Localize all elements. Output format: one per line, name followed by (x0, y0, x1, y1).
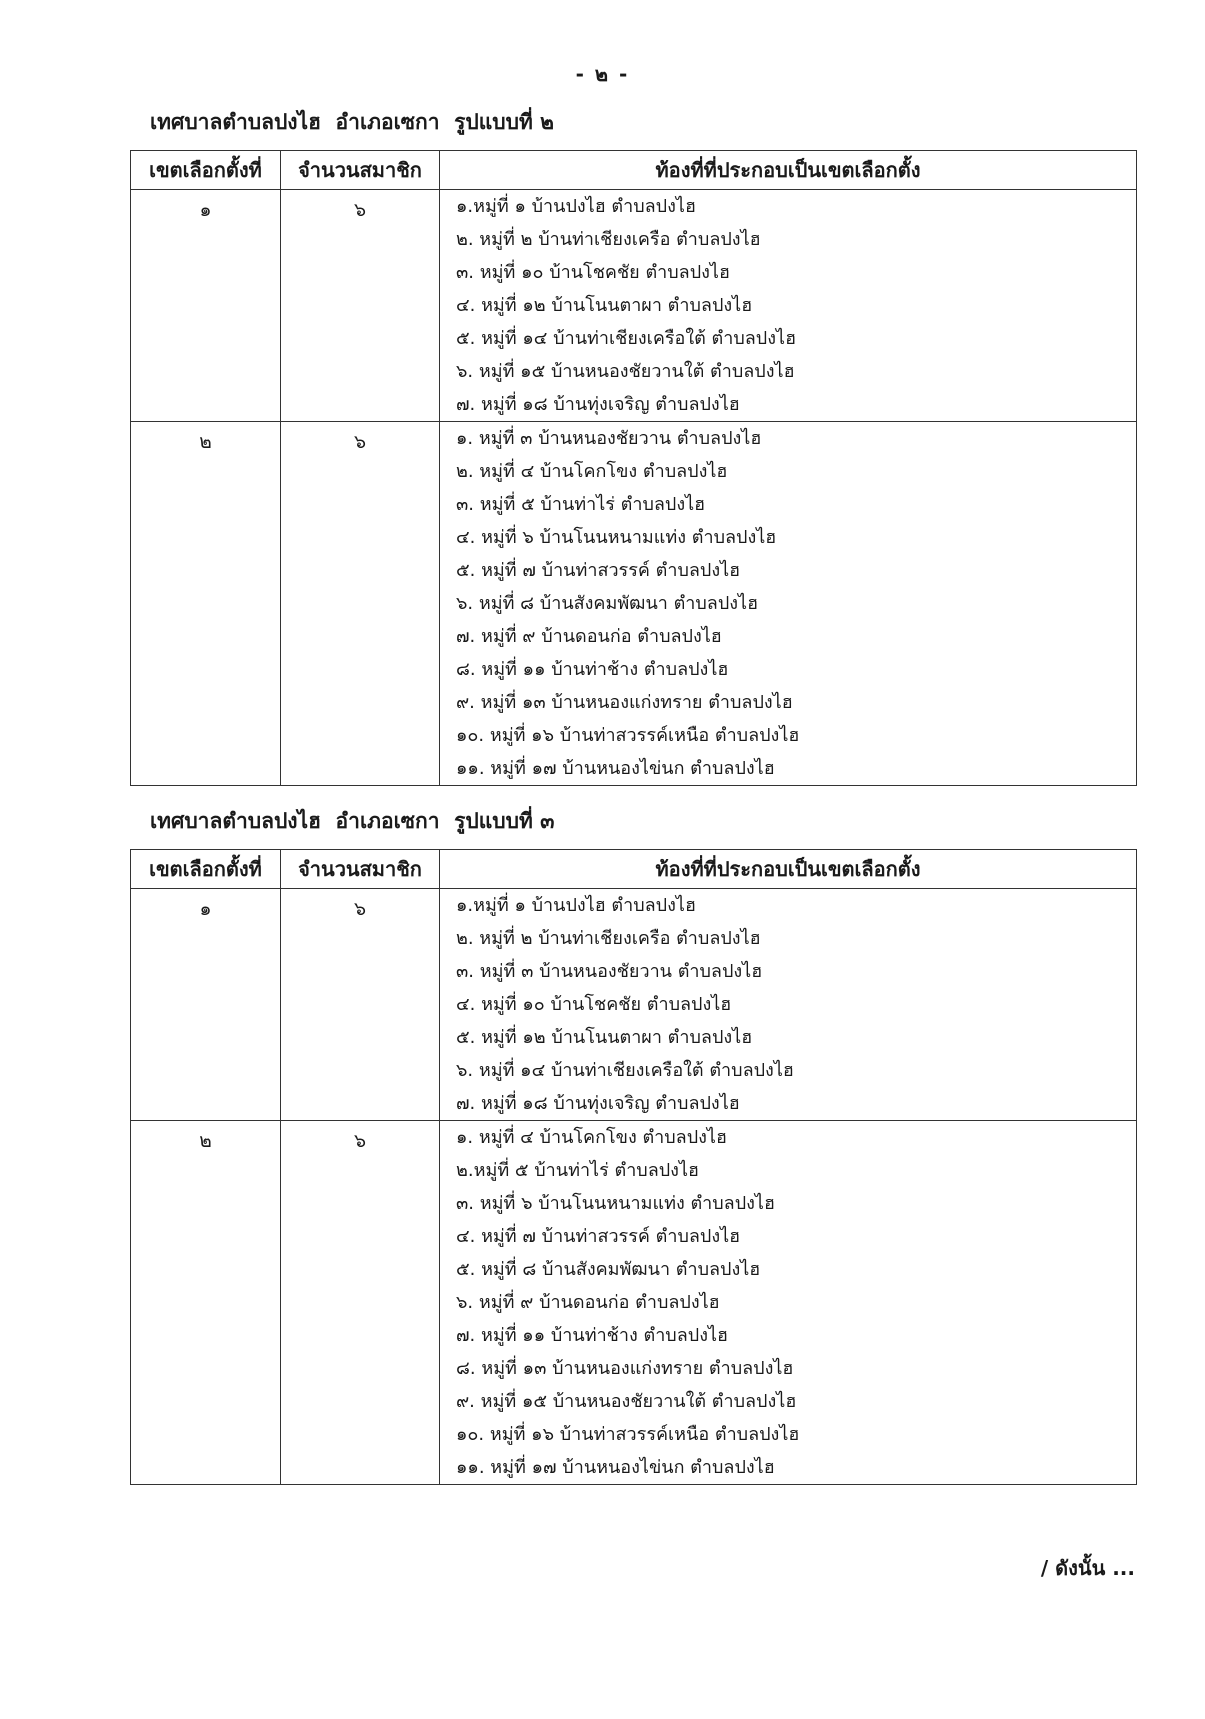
area-item: ๗. หมู่ที่ ๑๑ บ้านท่าช้าง ตำบลปงไฮ (456, 1325, 729, 1346)
area-item: ๒.หมู่ที่ ๕ บ้านท่าไร่ ตำบลปงไฮ (456, 1160, 700, 1181)
district-number: ๒ (131, 1121, 281, 1485)
header-district: เขตเลือกตั้งที่ (131, 850, 281, 889)
district-number: ๑ (131, 190, 281, 422)
area-item: ๑. หมู่ที่ ๓ บ้านหนองชัยวาน ตำบลปงไฮ (456, 428, 762, 449)
area-item: ๑.หมู่ที่ ๑ บ้านปงไฮ ตำบลปงไฮ (456, 895, 696, 916)
table-row (131, 1121, 1137, 1485)
area-item: ๑๑. หมู่ที่ ๑๗ บ้านหนองไข่นก ตำบลปงไฮ (456, 1457, 775, 1478)
area-item: ๙. หมู่ที่ ๑๕ บ้านหนองชัยวานใต้ ตำบลปงไฮ (456, 1391, 797, 1412)
area-item: ๓. หมู่ที่ ๖ บ้านโนนหนามแท่ง ตำบลปงไฮ (456, 1193, 775, 1214)
area-item: ๗. หมู่ที่ ๑๘ บ้านทุ่งเจริญ ตำบลปงไฮ (456, 1093, 740, 1114)
page-number: - ๒ - (575, 62, 630, 86)
area-item: ๖. หมู่ที่ ๑๕ บ้านหนองชัยวานใต้ ตำบลปงไฮ (456, 361, 795, 382)
section-title-format-2: เทศบาลตำบลปงไฮ อำเภอเซกา รูปแบบที่ ๒ (150, 110, 554, 134)
table-header-row (131, 151, 1137, 190)
area-item: ๘. หมู่ที่ ๑๑ บ้านท่าช้าง ตำบลปงไฮ (456, 659, 729, 680)
district-number: ๒ (131, 422, 281, 786)
area-item: ๔. หมู่ที่ ๑๒ บ้านโนนตาผา ตำบลปงไฮ (456, 295, 753, 316)
area-list (440, 889, 1137, 1121)
area-item: ๔. หมู่ที่ ๗ บ้านท่าสวรรค์ ตำบลปงไฮ (456, 1226, 741, 1247)
area-item: ๙. หมู่ที่ ๑๓ บ้านหนองแก่งทราย ตำบลปงไฮ (456, 692, 793, 713)
area-item: ๕. หมู่ที่ ๑๒ บ้านโนนตาผา ตำบลปงไฮ (456, 1027, 753, 1048)
district-number: ๑ (131, 889, 281, 1121)
area-item: ๒. หมู่ที่ ๒ บ้านท่าเชียงเครือ ตำบลปงไฮ (456, 928, 761, 949)
section-title-format-3: เทศบาลตำบลปงไฮ อำเภอเซกา รูปแบบที่ ๓ (150, 809, 555, 833)
area-item: ๒. หมู่ที่ ๔ บ้านโคกโขง ตำบลปงไฮ (456, 461, 728, 482)
area-item: ๘. หมู่ที่ ๑๓ บ้านหนองแก่งทราย ตำบลปงไฮ (456, 1358, 794, 1379)
table-header-row (131, 850, 1137, 889)
member-count: ๖ (281, 422, 440, 786)
header-areas: ท้องที่ที่ประกอบเป็นเขตเลือกตั้ง (440, 850, 1137, 889)
area-item: ๗. หมู่ที่ ๙ บ้านดอนก่อ ตำบลปงไฮ (456, 626, 722, 647)
area-item: ๓. หมู่ที่ ๑๐ บ้านโชคชัย ตำบลปงไฮ (456, 262, 730, 283)
area-item: ๕. หมู่ที่ ๑๔ บ้านท่าเชียงเครือใต้ ตำบลปงไฮ (456, 328, 797, 349)
header-members: จำนวนสมาชิก (281, 151, 440, 190)
continuation-note: / ดังนั้น ... (1040, 1556, 1135, 1580)
member-count: ๖ (281, 889, 440, 1121)
election-table-format-2 (130, 150, 1137, 786)
area-item: ๑๐. หมู่ที่ ๑๖ บ้านท่าสวรรค์เหนือ ตำบลปงไฮ (456, 1424, 800, 1445)
area-item: ๕. หมู่ที่ ๘ บ้านสังคมพัฒนา ตำบลปงไฮ (456, 1259, 761, 1280)
area-item: ๓. หมู่ที่ ๕ บ้านท่าไร่ ตำบลปงไฮ (456, 494, 706, 515)
area-item: ๑๐. หมู่ที่ ๑๖ บ้านท่าสวรรค์เหนือ ตำบลปงไฮ (456, 725, 800, 746)
area-item: ๔. หมู่ที่ ๖ บ้านโนนหนามแท่ง ตำบลปงไฮ (456, 527, 777, 548)
member-count: ๖ (281, 1121, 440, 1485)
area-list (440, 190, 1137, 422)
area-item: ๗. หมู่ที่ ๑๘ บ้านทุ่งเจริญ ตำบลปงไฮ (456, 394, 740, 415)
header-areas: ท้องที่ที่ประกอบเป็นเขตเลือกตั้ง (440, 151, 1137, 190)
header-members: จำนวนสมาชิก (281, 850, 440, 889)
area-item: ๑.หมู่ที่ ๑ บ้านปงไฮ ตำบลปงไฮ (456, 196, 696, 217)
table-row (131, 889, 1137, 1121)
area-item: ๑๑. หมู่ที่ ๑๗ บ้านหนองไข่นก ตำบลปงไฮ (456, 758, 775, 779)
area-item: ๖. หมู่ที่ ๙ บ้านดอนก่อ ตำบลปงไฮ (456, 1292, 720, 1313)
area-list (440, 422, 1137, 786)
area-item: ๕. หมู่ที่ ๗ บ้านท่าสวรรค์ ตำบลปงไฮ (456, 560, 741, 581)
table-row (131, 422, 1137, 786)
header-district: เขตเลือกตั้งที่ (131, 151, 281, 190)
member-count: ๖ (281, 190, 440, 422)
area-item: ๓. หมู่ที่ ๓ บ้านหนองชัยวาน ตำบลปงไฮ (456, 961, 763, 982)
area-item: ๔. หมู่ที่ ๑๐ บ้านโชคชัย ตำบลปงไฮ (456, 994, 732, 1015)
area-list (440, 1121, 1137, 1485)
election-table-format-3 (130, 849, 1137, 1485)
area-item: ๑. หมู่ที่ ๔ บ้านโคกโขง ตำบลปงไฮ (456, 1127, 727, 1148)
table-row (131, 190, 1137, 422)
area-item: ๒. หมู่ที่ ๒ บ้านท่าเชียงเครือ ตำบลปงไฮ (456, 229, 761, 250)
area-item: ๖. หมู่ที่ ๘ บ้านสังคมพัฒนา ตำบลปงไฮ (456, 593, 759, 614)
area-item: ๖. หมู่ที่ ๑๔ บ้านท่าเชียงเครือใต้ ตำบลปงไฮ (456, 1060, 794, 1081)
